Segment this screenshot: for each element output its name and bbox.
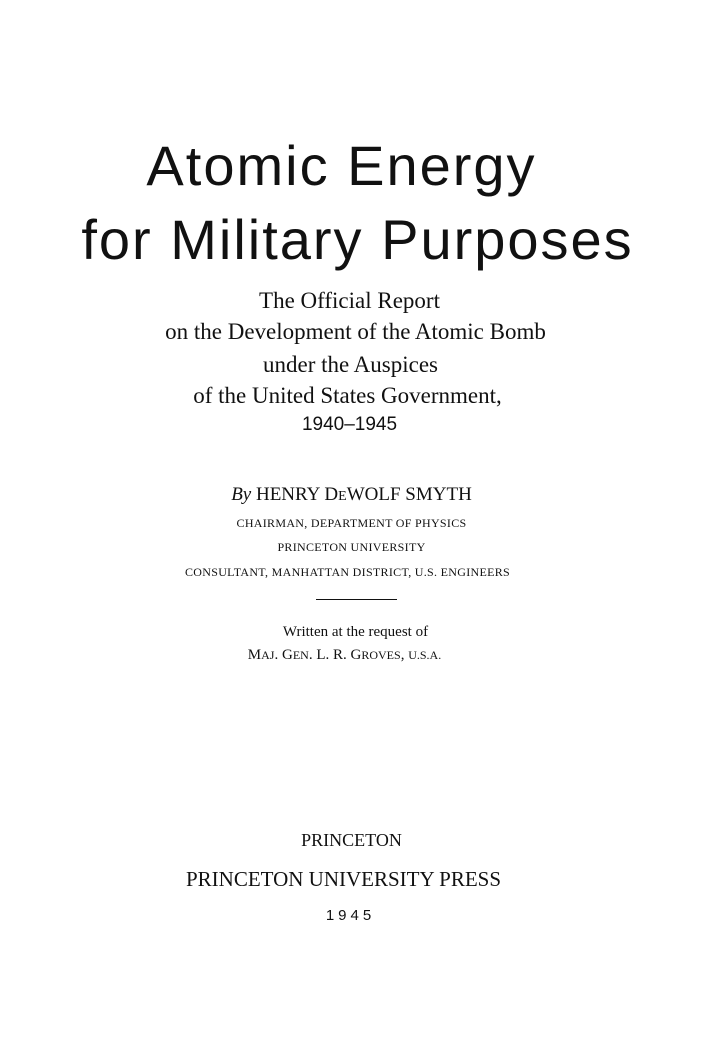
req-comma: , xyxy=(400,647,409,663)
subtitle-line-3: under the Auspices xyxy=(262,352,438,377)
req-roves: ROVES xyxy=(361,648,401,662)
publisher-place: PRINCETON xyxy=(301,830,402,850)
author-name-c: WOLF SMYTH xyxy=(346,484,472,505)
req-mid: . L. R. xyxy=(308,647,351,663)
publisher-name: PRINCETON UNIVERSITY PRESS xyxy=(185,867,502,891)
author-name-a: HENRY D xyxy=(251,484,339,505)
author-name-b: E xyxy=(338,489,347,504)
request-line-1: Written at the request of xyxy=(282,624,429,640)
author-affiliation-1: CHAIRMAN, DEPARTMENT OF PHYSICS xyxy=(236,516,467,530)
divider-rule xyxy=(316,599,397,600)
title-line-2: for Military Purposes xyxy=(81,208,634,271)
req-g: G xyxy=(281,647,293,663)
req-gr: G xyxy=(350,647,362,663)
req-dot: . xyxy=(274,647,282,663)
req-aj: AJ xyxy=(261,648,275,662)
subtitle-line-2: on the Development of the Atomic Bomb xyxy=(165,319,546,344)
publication-year: 1945 xyxy=(325,907,376,924)
subtitle-years: 1940–1945 xyxy=(301,414,398,435)
subtitle-line-4: of the United States Government, xyxy=(193,383,502,408)
req-usa: U.S.A. xyxy=(408,648,442,662)
author-affiliation-3: CONSULTANT, MANHATTAN DISTRICT, U.S. ENGINEERS xyxy=(185,565,510,579)
title-line-1: Atomic Energy xyxy=(146,134,537,197)
author-line xyxy=(0,485,703,504)
author-by: By xyxy=(231,484,252,505)
author-affiliation-2: PRINCETON UNIVERSITY xyxy=(277,540,426,554)
req-m: M xyxy=(247,647,262,663)
req-en: EN xyxy=(292,648,309,662)
subtitle-line-1: The Official Report xyxy=(259,288,440,313)
request-line-2 xyxy=(0,648,696,663)
